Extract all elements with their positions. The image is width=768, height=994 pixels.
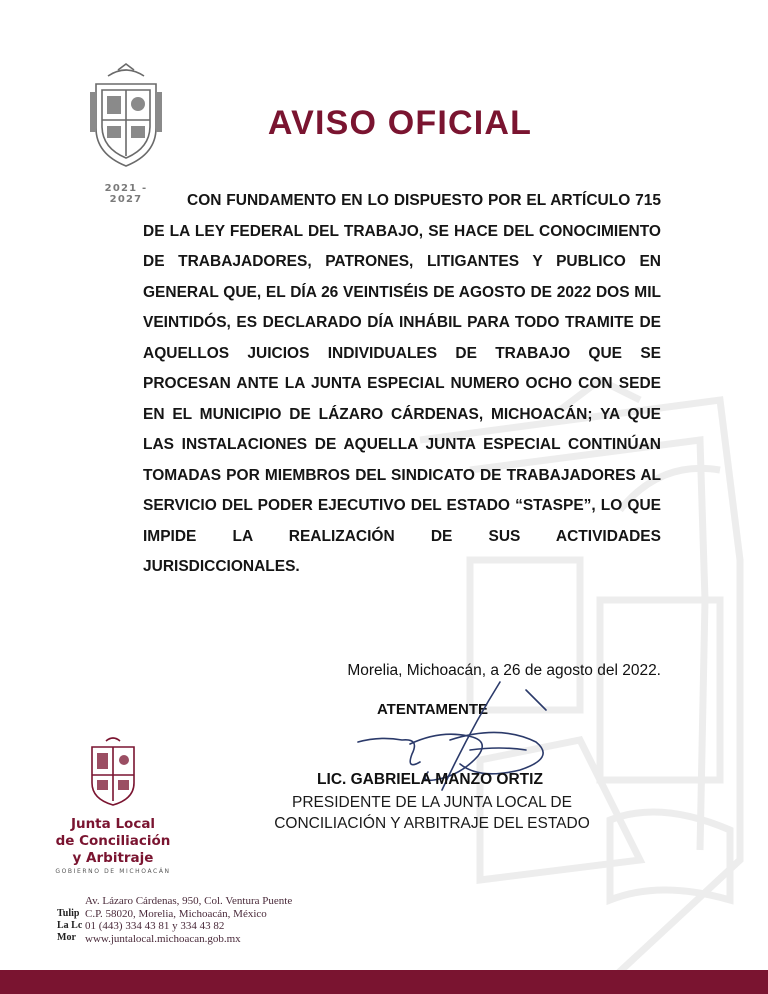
- junta-line-2: de Conciliación: [55, 833, 171, 849]
- address-postal: C.P. 58020, Morelia, Michoacán, México: [85, 907, 267, 920]
- notice-paragraph: CON FUNDAMENTO EN LO DISPUESTO POR EL ARTÍCULO 715 DE LA LEY FEDERAL DEL TRABAJO, SE HACE DEL CONOCIMIENTO DE TRABAJADORES, PATRONES, LITIGANTES Y PUBLICO EN GENERAL QUE, EL DÍA 26 VEINTISÉIS DE AGOSTO DE 2022 DOS MIL VEINTIDÓS, ES DECLARADO DÍA INHÁBIL PARA TODO TRAMITE DE AQUELLOS JUICIOS INDIVIDUALES DE TRABAJO QUE SE PROCESAN ANTE LA JUNTA ESPECIAL NUMERO OCHO CON SEDE EN EL MUNICIPIO DE LÁZARO CÁRDENAS, MICHOACÁN; YA QUE LAS INSTALACIONES DE AQUELLA JUNTA ESPECIAL CONTINÚAN TOMADAS POR MIEMBROS DEL SINDICATO DE TRABAJADORES AL SERVICIO DEL PODER EJECUTIVO DEL ESTADO “STASPE”, LO QUE IMPIDE LA REALIZACIÓN DE SUS ACTIVIDADES JURISDICCIONALES.: [143, 192, 661, 575]
- address-website: www.juntalocal.michoacan.gob.mx: [85, 932, 241, 945]
- signer-name: LIC. GABRIELA MANZO ORTIZ: [317, 771, 543, 788]
- junta-crest-icon: [88, 733, 138, 808]
- address-street: Av. Lázaro Cárdenas, 950, Col. Ventura Puente: [85, 895, 293, 907]
- address-block: [85, 895, 345, 945]
- address-overlap-fragment: [57, 908, 83, 944]
- address-fragment: La Lc: [57, 920, 83, 931]
- address-fragment: Mor: [57, 932, 76, 943]
- document-title: AVISO OFICIAL: [267, 104, 533, 142]
- administration-years: 2021 - 2027: [104, 183, 148, 205]
- junta-logo-text: [50, 816, 176, 867]
- government-label: GOBIERNO DE MICHOACÁN: [55, 868, 171, 875]
- address-fragment: Tulip: [57, 908, 80, 919]
- signer-title: [232, 792, 632, 834]
- state-crest-icon: [88, 62, 164, 174]
- signer-title-line-2: CONCILIACIÓN Y ARBITRAJE DEL ESTADO: [274, 815, 590, 832]
- junta-line-3: y Arbitraje: [72, 850, 154, 866]
- junta-line-1: Junta Local: [70, 816, 156, 832]
- footer-color-band: [0, 970, 768, 994]
- closing-regards: ATENTAMENTE: [376, 701, 489, 718]
- address-phone: 01 (443) 334 43 81 y 334 43 82: [85, 920, 225, 932]
- place-and-date: Morelia, Michoacán, a 26 de agosto del 2022.: [347, 662, 661, 679]
- signer-title-line-1: PRESIDENTE DE LA JUNTA LOCAL DE: [292, 794, 572, 811]
